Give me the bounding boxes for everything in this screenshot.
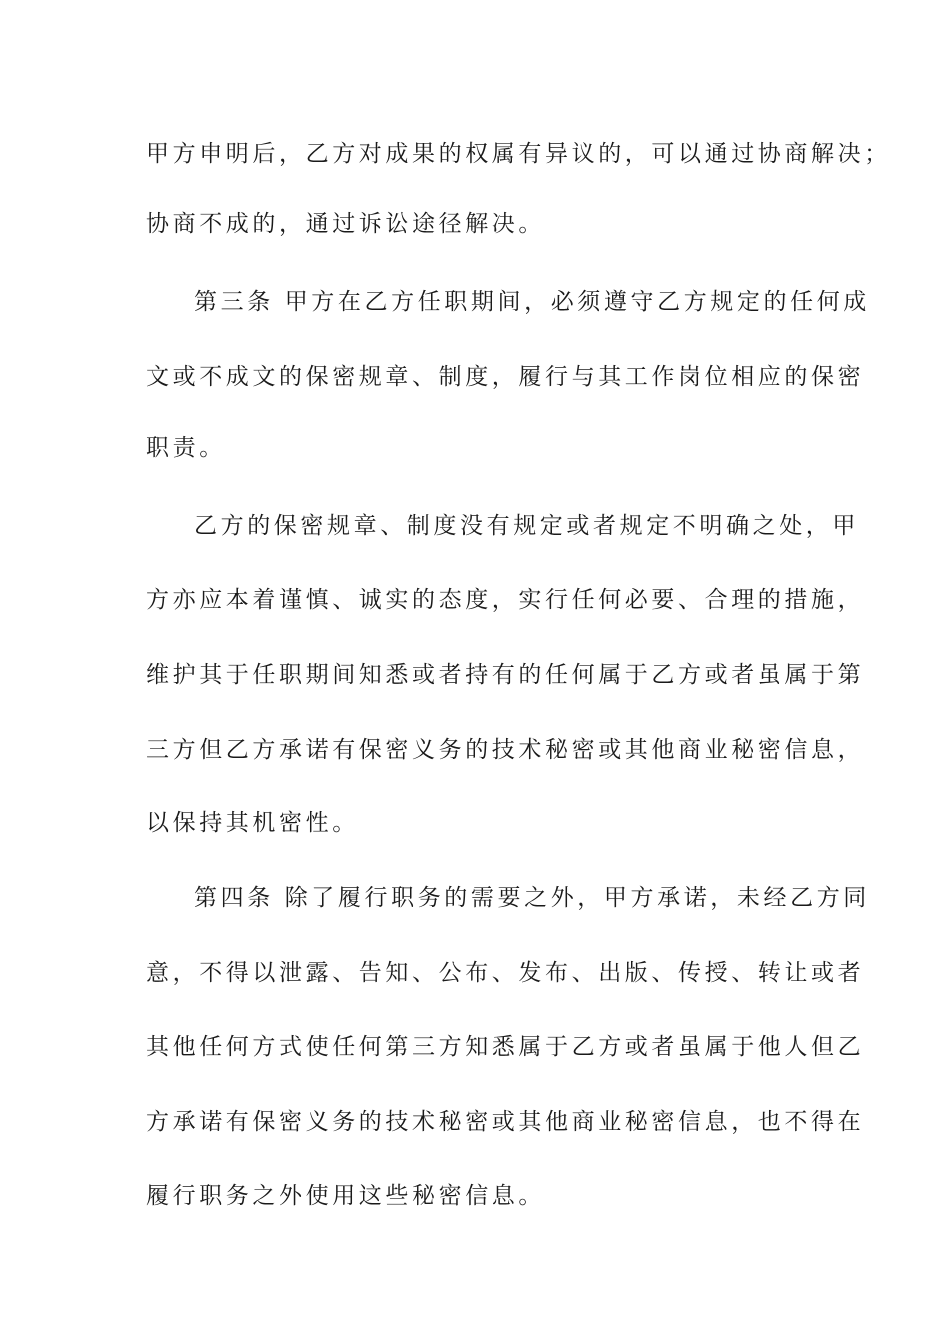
text-line: 甲方申明后，乙方对成果的权属有异议的，可以通过协商解决；: [146, 141, 891, 167]
text-line: 文或不成文的保密规章、制度，履行与其工作岗位相应的保密: [146, 364, 865, 390]
paragraph-start-line: 乙方的保密规章、制度没有规定或者规定不明确之处，甲: [194, 513, 859, 539]
text-line: 协商不成的，通过诉讼途径解决。: [146, 211, 545, 237]
article-3-heading-line: 第三条 甲方在乙方任职期间，必须遵守乙方规定的任何成: [194, 289, 870, 315]
text-line: 三方但乙方承诺有保密义务的技术秘密或其他商业秘密信息，: [146, 737, 865, 763]
text-line: 其他任何方式使任何第三方知悉属于乙方或者虽属于他人但乙: [146, 1034, 865, 1060]
text-line: 方亦应本着谨慎、诚实的态度，实行任何必要、合理的措施，: [146, 587, 865, 613]
text-line: 方承诺有保密义务的技术秘密或其他商业秘密信息，也不得在: [146, 1109, 865, 1135]
article-4-heading-line: 第四条 除了履行职务的需要之外，甲方承诺，未经乙方同: [194, 885, 870, 911]
text-line: 意，不得以泄露、告知、公布、发布、出版、传授、转让或者: [146, 960, 865, 986]
text-line: 履行职务之外使用这些秘密信息。: [146, 1183, 545, 1209]
text-line: 职责。: [146, 435, 226, 461]
text-line: 以保持其机密性。: [146, 810, 359, 836]
text-line: 维护其于任职期间知悉或者持有的任何属于乙方或者虽属于第: [146, 662, 865, 688]
